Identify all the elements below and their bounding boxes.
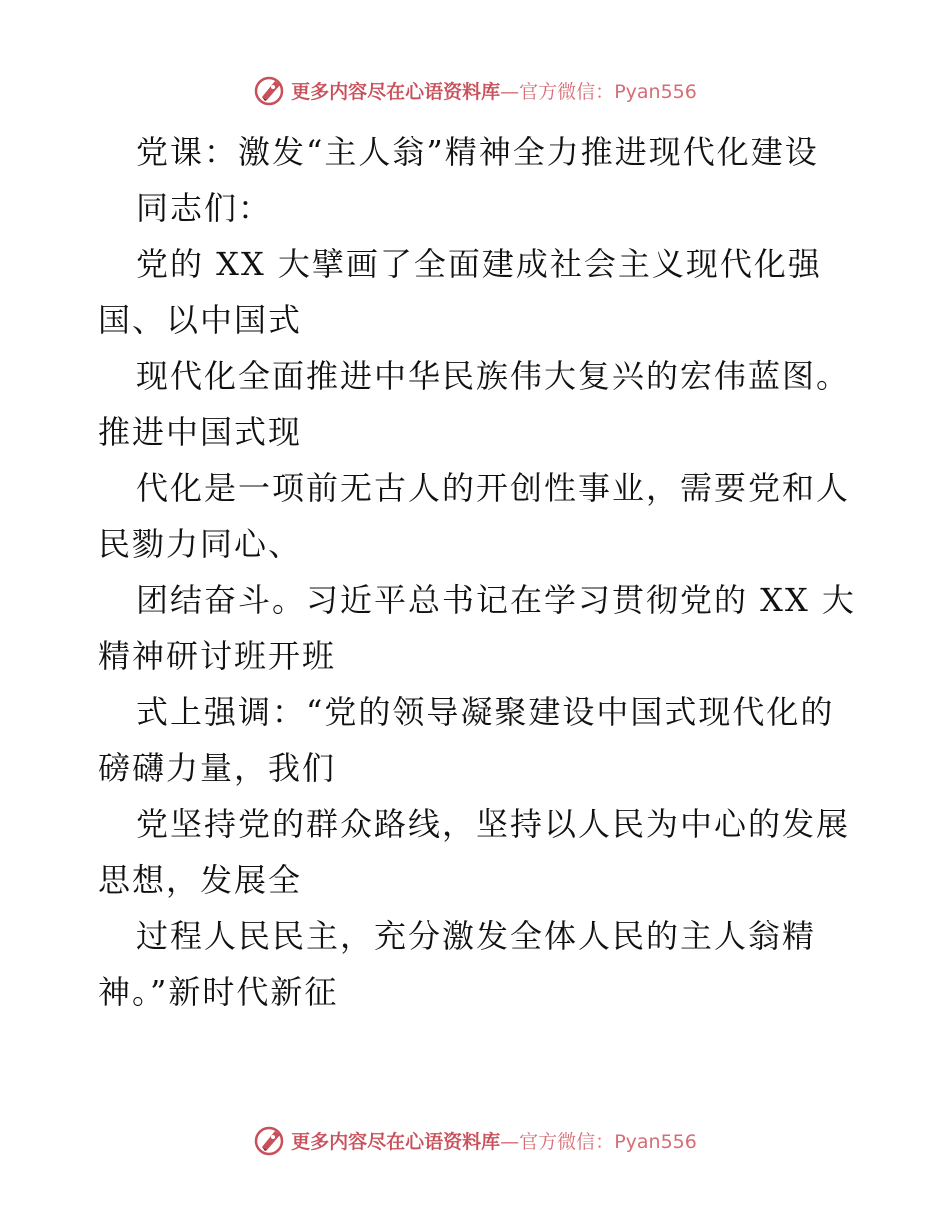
banner-wechat-id: Pyan556 [614,1130,697,1153]
pen-nib-logo-icon [253,73,287,107]
banner-dash: — [500,80,520,103]
text-line: 党坚持党的群众路线，坚持以人民为中心的发展 [136,805,851,843]
text-line: 党课：激发“主人翁”精神全力推进现代化建设 [136,133,819,171]
text-line: 过程人民民主，充分激发全体人民的主人翁精 [136,917,817,955]
text-line: 式上强调：“党的领导凝聚建设中国式现代化的 [136,693,835,731]
text-line: 团结奋斗。习近平总书记在学习贯彻党的 XX 大 [136,581,856,619]
text-line: 现代化全面推进中华民族伟大复兴的宏伟蓝图。 [136,357,851,395]
text-line: 磅礴力量，我们 [98,749,337,787]
banner-title: 更多内容尽在心语资料库 [291,80,501,103]
text-line: 推进中国式现 [98,413,303,451]
banner-title: 更多内容尽在心语资料库 [291,1130,501,1153]
text-line: 国、以中国式 [98,301,303,339]
footer-banner [0,1120,950,1160]
text-line: 思想，发展全 [98,861,303,899]
banner-wechat-label: 官方微信： [519,80,615,103]
text-line: 神。”新时代新征 [98,973,339,1011]
text-line: 党的 XX 大擘画了全面建成社会主义现代化强 [136,245,822,283]
text-line: 代化是一项前无古人的开创性事业，需要党和人 [136,469,851,507]
text-line: 民勠力同心、 [98,525,303,563]
banner-wechat-label: 官方微信： [519,1130,615,1153]
header-banner [0,70,950,110]
text-line: 同志们： [136,189,273,227]
document-body [98,124,858,1020]
banner-dash: — [500,1130,520,1153]
text-line: 精神研讨班开班 [98,637,337,675]
banner-wechat-id: Pyan556 [614,80,697,103]
pen-nib-logo-icon [253,1123,287,1157]
